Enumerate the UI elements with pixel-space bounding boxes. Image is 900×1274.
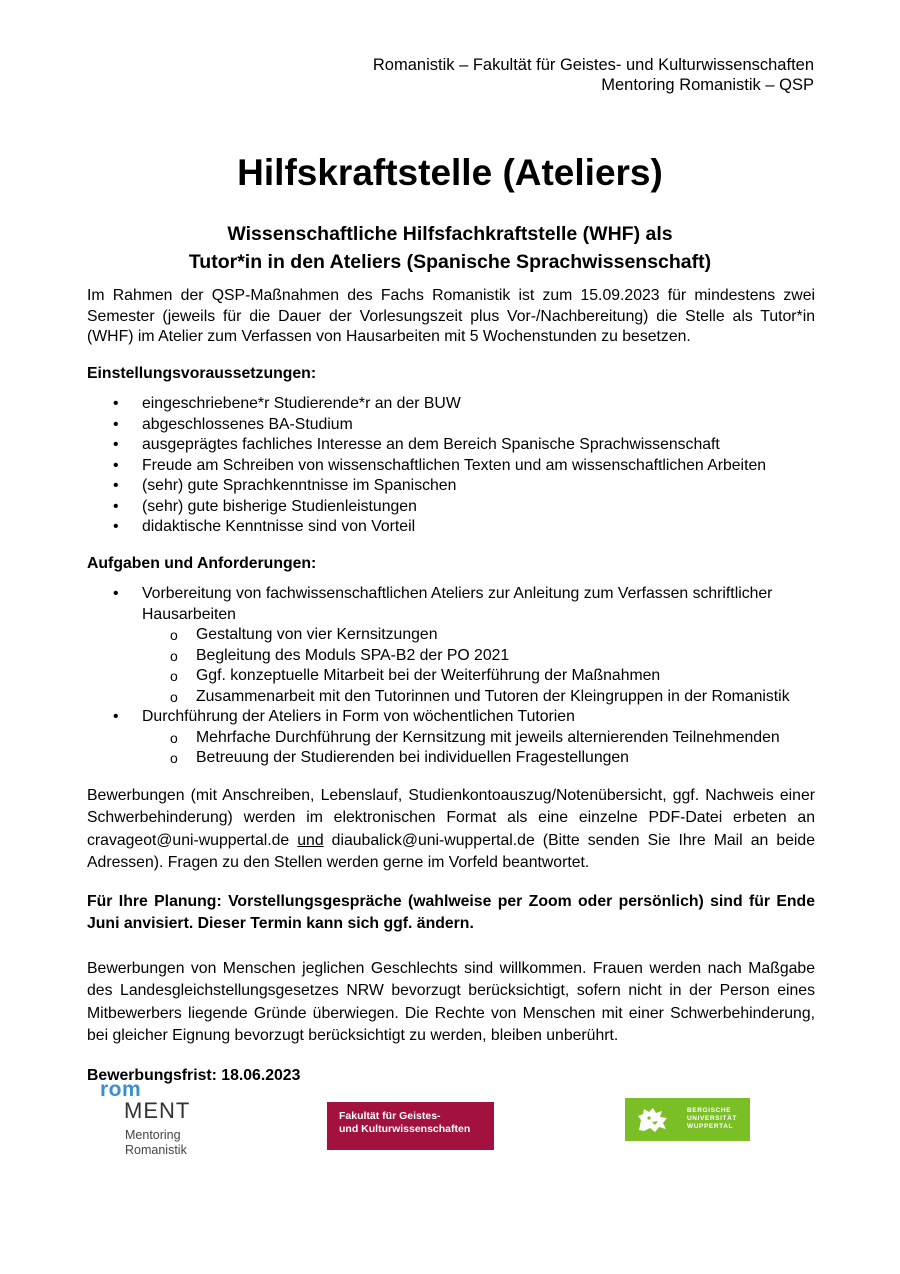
romment-logo-rom: rom	[100, 1078, 142, 1101]
requirements-list	[87, 394, 815, 538]
application-text: Bewerbungen (mit Anschreiben, Lebenslauf, Studienkontoauszug/Notenübersicht, ggf. Nachweis einer Schwerbehinderung) werden im elektronischen Format als eine einzelne PDF-Datei erbeten an	[87, 786, 815, 826]
tasks-list	[87, 584, 815, 769]
sub-list-item: o Gestaltung von vier Kernsitzungen	[142, 625, 815, 646]
romment-logo-ment: MENT	[124, 1098, 191, 1123]
romment-logo-mentoring: Mentoring	[125, 1128, 181, 1142]
equality-paragraph: Bewerbungen von Menschen jeglichen Geschlechts sind willkommen. Frauen werden nach Maßgabe des Landesgleichstellungsgesetzes NRW bevorzugt berücksichtigt, sofern nicht in der Person eines Mitbewerbers liegende Gründe überwiegen. Die Rechte von Menschen mit einer Schwerbehinderung, bei gleicher Eignung bevorzugt berücksichtigt zu werden, bleiben unberührt.	[87, 959, 815, 1044]
application-deadline: Bewerbungsfrist: 18.06.2023	[87, 1066, 301, 1084]
list-item: • eingeschriebene*r Studierende*r an der BUW	[87, 394, 815, 415]
sub-list-item: o Mehrfache Durchführung der Kernsitzung mit jeweils alternierenden Teilnehmenden	[142, 728, 815, 749]
task-execution-sublist	[142, 728, 815, 769]
sub-list-item: o Ggf. konzeptuelle Mitarbeit bei der Weiterführung der Maßnahmen	[142, 666, 815, 687]
document-header	[373, 55, 814, 95]
intro-paragraph: Im Rahmen der QSP-Maßnahmen des Fachs Romanistik ist zum 15.09.2023 für mindestens zwei Semester (jeweils für die Dauer der Vorlesungszeit plus Vor-/Nachbereitung) die Stelle als Tutor*in (WHF) im Atelier zum Verfassen von Hausarbeiten mit 5 Wochenstunden zu besetzen.	[87, 287, 815, 345]
document-subtitle	[0, 220, 900, 276]
sub-list-item: o Betreuung der Studierenden bei individuellen Fragestellungen	[142, 748, 815, 769]
email-link-cravageot[interactable]: cravageot@uni-wuppertal.de	[87, 831, 290, 849]
list-item: • abgeschlossenes BA-Studium	[87, 415, 815, 436]
subtitle-line-1: Wissenschaftliche Hilfsfachkraftstelle (WHF) als	[227, 223, 673, 245]
planning-note: Für Ihre Planung: Vorstellungsgespräche (wahlweise per Zoom oder persönlich) sind für Ende Juni anvisiert. Dieser Termin kann sich ggf. ändern.	[87, 892, 815, 932]
sub-list-item: o Begleitung des Moduls SPA-B2 der PO 2021	[142, 646, 815, 667]
footer-logos	[0, 1078, 900, 1168]
list-item: • didaktische Kenntnisse sind von Vorteil	[87, 517, 815, 538]
requirements-heading: Einstellungsvoraussetzungen:	[87, 364, 317, 382]
list-item: • Freude am Schreiben von wissenschaftlichen Texten und am wissenschaftlichen Arbeiten	[87, 456, 815, 477]
task-execution: Durchführung der Ateliers in Form von wöchentlichen Tutorien	[142, 708, 575, 725]
email-link-diaubalick[interactable]: diaubalick@uni-wuppertal.de	[331, 831, 535, 849]
tasks-heading: Aufgaben und Anforderungen:	[87, 554, 317, 572]
faculty-logo-line-2: und Kulturwissenschaften	[339, 1123, 471, 1135]
faculty-logo-line-1: Fakultät für Geistes-	[339, 1110, 441, 1122]
document-title: Hilfskraftstelle (Ateliers)	[237, 152, 663, 193]
romment-logo-romanistik: Romanistik	[125, 1143, 187, 1157]
romment-logo-subtitle	[125, 1128, 210, 1158]
university-logo	[625, 1098, 750, 1141]
list-item: • (sehr) gute Sprachkenntnisse im Spanischen	[87, 476, 815, 497]
subtitle-line-2: Tutor*in in den Ateliers (Spanische Sprachwissenschaft)	[188, 251, 712, 273]
document-body	[87, 286, 815, 1086]
list-item	[87, 584, 815, 707]
list-item: • (sehr) gute bisherige Studienleistungen	[87, 497, 815, 518]
task-preparation-sublist	[142, 625, 815, 707]
university-logo-line-3: WUPPERTAL	[687, 1123, 734, 1130]
task-preparation: Vorbereitung von fachwissenschaftlichen Ateliers zur Anleitung zum Verfassen schriftlicher Hausarbeiten	[142, 585, 773, 623]
sub-list-item: o Zusammenarbeit mit den Tutorinnen und Tutoren der Kleingruppen in der Romanistik	[142, 687, 815, 708]
list-item	[87, 707, 815, 769]
header-faculty-line: Romanistik – Fakultät für Geistes- und Kulturwissenschaften	[372, 56, 814, 74]
university-logo-text	[687, 1107, 737, 1131]
faculty-logo	[327, 1102, 494, 1150]
university-logo-line-2: UNIVERSITÄT	[687, 1115, 737, 1122]
application-text-2: (Bitte senden Sie Ihre Mail an beide Adressen). Fragen zu den Stellen werden gerne im Vorfeld beantwortet.	[87, 831, 816, 871]
und-underlined: und	[297, 831, 324, 849]
university-logo-line-1: BERGISCHE	[687, 1107, 732, 1114]
lion-crest-icon	[635, 1106, 671, 1134]
list-item: • ausgeprägtes fachliches Interesse an dem Bereich Spanische Sprachwissenschaft	[87, 435, 815, 456]
application-paragraph	[87, 785, 815, 875]
header-mentoring-line: Mentoring Romanistik – QSP	[601, 76, 814, 94]
romment-logo	[100, 1078, 210, 1158]
